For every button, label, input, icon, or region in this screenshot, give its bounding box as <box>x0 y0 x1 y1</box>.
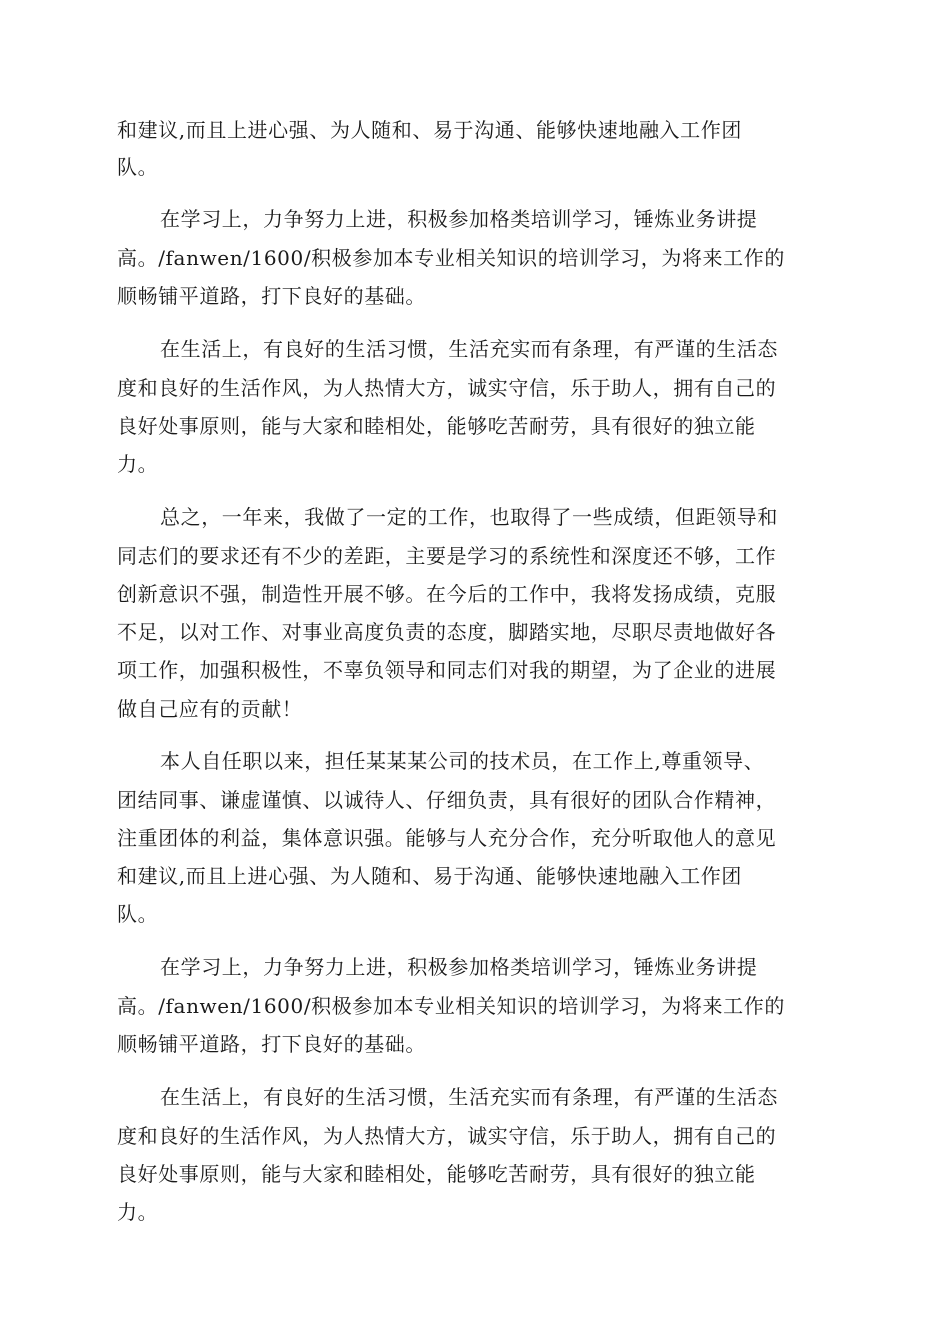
text-line: 顺畅铺平道路，打下良好的基础。 <box>117 1032 426 1056</box>
text-line: 和建议,而且上进心强、为人随和、易于沟通、能够快速地融入工作团 <box>117 864 742 888</box>
text-line: 本人自任职以来，担任某某某公司的技术员，在工作上,尊重领导、 <box>160 749 765 773</box>
text-line: 顺畅铺平道路，打下良好的基础。 <box>117 284 426 308</box>
text-line: 在生活上，有良好的生活习惯，生活充实而有条理，有严谨的生活态 <box>160 337 778 361</box>
text-line: 在生活上，有良好的生活习惯，生活充实而有条理，有严谨的生活态 <box>160 1085 778 1109</box>
text-line: 良好处事原则，能与大家和睦相处，能够吃苦耐劳，具有很好的独立能 <box>117 414 756 438</box>
text-line: 在学习上，力争努力上进，积极参加格类培训学习，锤炼业务讲提 <box>160 207 758 231</box>
text-line: 良好处事原则，能与大家和睦相处，能够吃苦耐劳，具有很好的独立能 <box>117 1162 756 1186</box>
text-line: 度和良好的生活作风，为人热情大方，诚实守信，乐于助人，拥有自己的 <box>117 1124 777 1148</box>
text-line: 做自己应有的贡献！ <box>117 697 303 721</box>
text-line: 团结同事、谦虚谨慎、以诚待人、仔细负责，具有很好的团队合作精神， <box>117 788 777 812</box>
text-line: 队。 <box>117 155 159 179</box>
text-line: 同志们的要求还有不少的差距，主要是学习的系统性和深度还不够，工作 <box>117 544 777 568</box>
text-line: 度和良好的生活作风，为人热情大方，诚实守信，乐于助人，拥有自己的 <box>117 376 777 400</box>
text-line: 注重团体的利益，集体意识强。能够与人充分合作，充分听取他人的意见 <box>117 826 777 850</box>
text-line: 队。 <box>117 902 159 926</box>
text-line: 力。 <box>117 452 159 476</box>
text-line: 高。/fanwen/1600/积极参加本专业相关知识的培训学习，为将来工作的 <box>117 994 785 1018</box>
text-line: 在学习上，力争努力上进，积极参加格类培训学习，锤炼业务讲提 <box>160 955 758 979</box>
text-line: 项工作，加强积极性，不辜负领导和同志们对我的期望，为了企业的进展 <box>117 658 777 682</box>
text-line: 创新意识不强，制造性开展不够。在今后的工作中，我将发扬成绩，克服 <box>117 582 777 606</box>
text-line: 力。 <box>117 1200 159 1224</box>
text-line: 总之，一年来，我做了一定的工作，也取得了一些成绩，但距领导和 <box>160 505 778 529</box>
text-line: 高。/fanwen/1600/积极参加本专业相关知识的培训学习，为将来工作的 <box>117 246 785 270</box>
text-line: 和建议,而且上进心强、为人随和、易于沟通、能够快速地融入工作团 <box>117 118 742 142</box>
text-line: 不足，以对工作、对事业高度负责的态度，脚踏实地，尽职尽责地做好各 <box>117 620 777 644</box>
